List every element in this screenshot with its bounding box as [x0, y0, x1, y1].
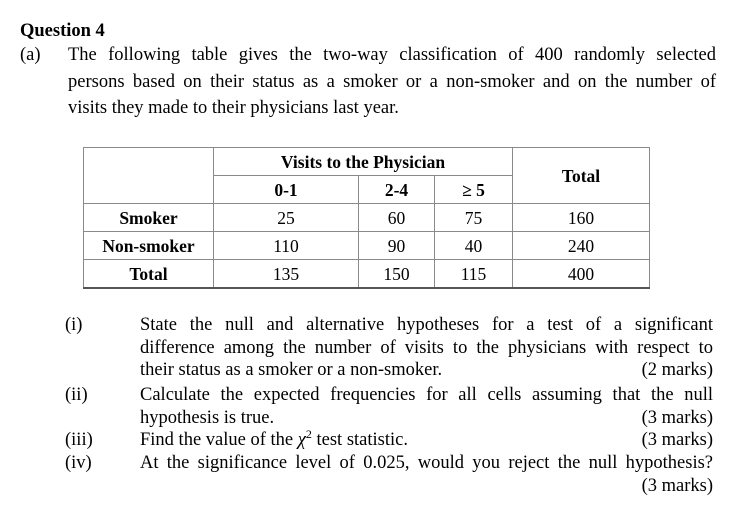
row-total: 240 [513, 232, 650, 260]
subquestion-line: Calculate the expected frequencies for all cells assuming that the null [140, 385, 713, 405]
row-total: 400 [513, 260, 650, 289]
subquestion-line: Find the value of the $\chi^2$ test statistic. [140, 427, 408, 450]
subquestion-label: (i) [65, 315, 83, 335]
intro-line: persons based on their status as a smoker or a non-smoker and on the number of [68, 71, 716, 92]
row-label: Non-smoker [84, 232, 214, 260]
table-cell: 115 [435, 260, 513, 289]
subquestion-ii [0, 384, 741, 430]
marks-label: (3 marks) [641, 407, 713, 428]
table-cell: 25 [214, 204, 359, 232]
subquestion-line: difference among the number of visits to the physicians with respect to [140, 337, 713, 358]
table-cell: 90 [359, 232, 435, 260]
table-cell: 110 [214, 232, 359, 260]
chi-exponent: 2 [305, 427, 312, 441]
subquestion-label: (iv) [65, 453, 92, 473]
table-cell: 135 [214, 260, 359, 289]
column-header: ≥ 5 [435, 176, 513, 204]
chi-symbol: χ [297, 430, 306, 450]
row-total: 160 [513, 204, 650, 232]
column-header: 0-1 [214, 176, 359, 204]
table-cell: 75 [435, 204, 513, 232]
total-header: Total [513, 148, 650, 204]
subquestion-label: (ii) [65, 385, 88, 405]
intro-line: visits they made to their physicians last year. [68, 98, 399, 118]
subquestion-line: their status as a smoker or a non-smoker. [140, 360, 443, 380]
subquestion-line: At the significance level of 0.025, would you reject the null hypothesis? [140, 453, 713, 473]
intro-line: The following table gives the two-way classification of 400 randomly selected [68, 45, 716, 65]
subquestion-iv [0, 452, 741, 500]
table-row [84, 204, 650, 232]
table-cell: 40 [435, 232, 513, 260]
group-header: Visits to the Physician [214, 148, 513, 176]
marks-label: (2 marks) [641, 360, 713, 380]
row-label: Total [84, 260, 214, 289]
table-row [84, 232, 650, 260]
subquestion-iii [0, 429, 741, 453]
marks-label: (3 marks) [641, 475, 713, 496]
table-cell: 60 [359, 204, 435, 232]
subquestion-i [0, 314, 741, 384]
column-header: 2-4 [359, 176, 435, 204]
row-label: Smoker [84, 204, 214, 232]
contingency-table [83, 147, 649, 285]
subquestion-line: hypothesis is true. [140, 407, 275, 428]
intro-paragraph [68, 42, 716, 122]
question-heading: Question 4 [20, 21, 105, 41]
table-corner-cell [84, 148, 214, 204]
subquestion-label: (iii) [65, 430, 93, 450]
table-row [84, 260, 650, 289]
marks-label: (3 marks) [641, 430, 713, 450]
part-label: (a) [20, 45, 41, 65]
table-cell: 150 [359, 260, 435, 289]
subquestion-line: State the null and alternative hypotheses for a test of a significant [140, 315, 713, 335]
